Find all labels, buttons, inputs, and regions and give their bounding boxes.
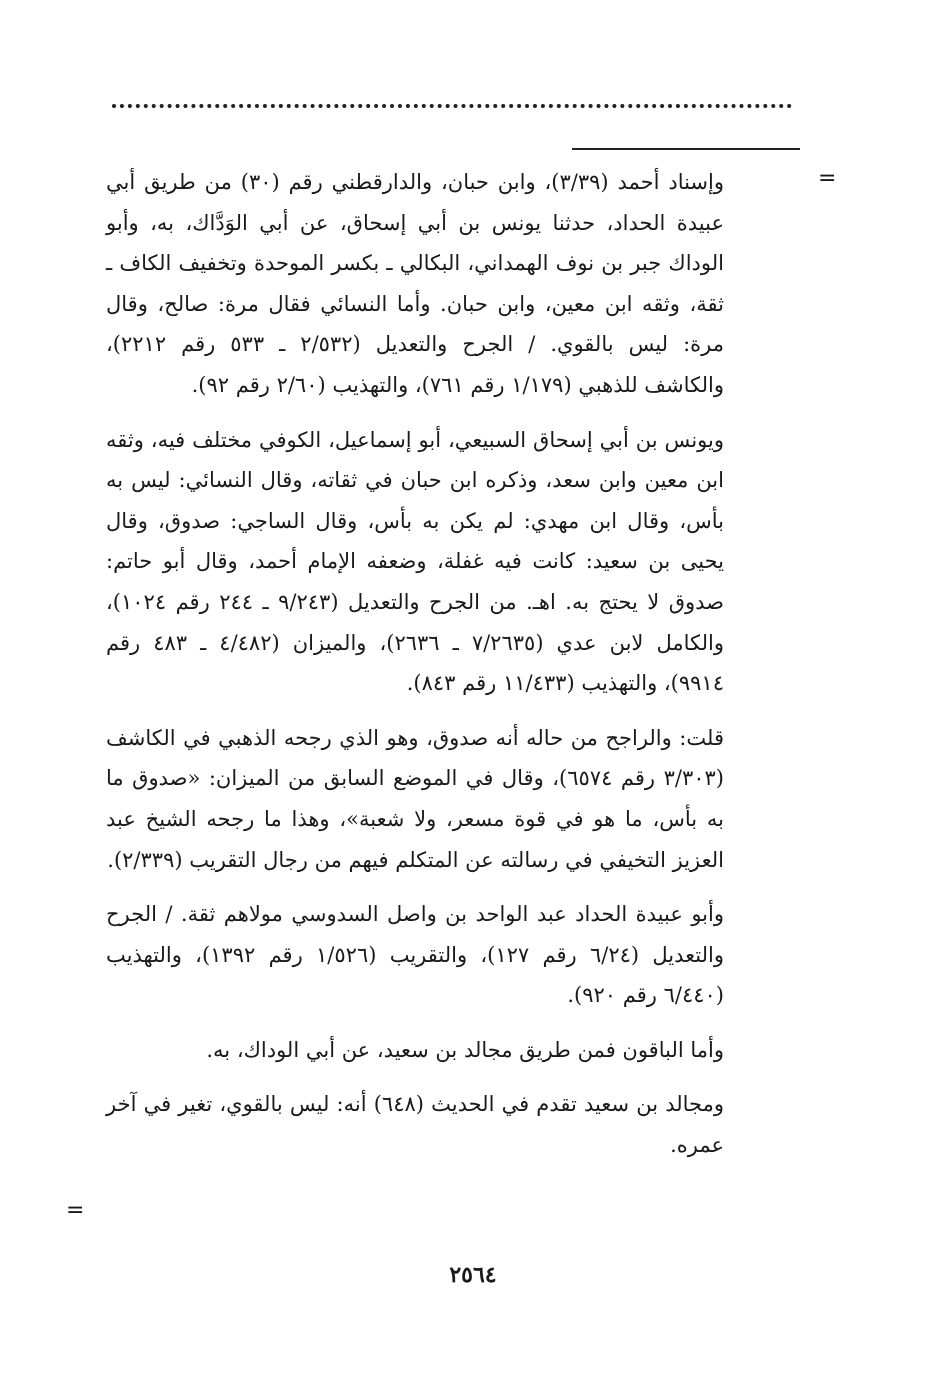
continuation-mark-bottom: = <box>66 1198 85 1223</box>
separator-dotted-line <box>112 104 792 118</box>
paragraph-mujalid: ومجالد بن سعيد تقدم في الحديث (٦٤٨) أنه: ليس بالقوي، تغير في آخر عمره. <box>106 1092 724 1158</box>
paragraph-isnad-ahmad: وإسناد أحمد (٣/٣٩)، وابن حبان، والدارقطني رقم (٣٠) من طريق أبي عبيدة الحداد، حدثنا يونس بن أبي إسحاق، عن أبي الوَدَّاك، به، وأبو الوداك جبر بن نوف الهمداني، البكالي ـ بكسر الموحدة وتخفيف الكاف ـ ثقة، وثقه ابن معين، وابن حبان. وأما النسائي فقال مرة: صالح، وقال مرة: ليس بالقوي. / الجرح والتعديل (٢/٥٣٢ ـ ٥٣٣ رقم ٢٢١٢)، والكاشف للذهبي (١/١٧٩ رقم ٧٦١)، والتهذيب (٢/٦٠ رقم ٩٢). <box>106 170 724 397</box>
paragraph-qultu: قلت: والراجح من حاله أنه صدوق، وهو الذي رجحه الذهبي في الكاشف (٣/٣٠٣ رقم ٦٥٧٤)، وقال في الموضع السابق من الميزان: «صدوق ما به بأس، ما هو في قوة مسعر، ولا شعبة»، وهذا ما رجحه الشيخ عبد العزيز التخيفي في رسالته عن المتكلم فيهم من رجال التقريب (٢/٣٣٩). <box>106 725 724 872</box>
paragraph-abu-ubayda: وأبو عبيدة الحداد عبد الواحد بن واصل السدوسي مولاهم ثقة. / الجرح والتعديل (٦/٢٤ رقم ١٢٧)، والتقريب (١/٥٢٦ رقم ١٣٩٢)، والتهذيب (٦/٤٤٠ رقم ٩٢٠). <box>106 902 724 1008</box>
paragraph-yunus: ويونس بن أبي إسحاق السبيعي، أبو إسماعيل، الكوفي مختلف فيه، وثقه ابن معين وابن سعد، وذكره ابن حبان في ثقاته، وقال النسائي: ليس به بأس، وقال ابن مهدي: لم يكن به بأس، وقال الساجي: صدوق، وقال يحيى بن سعيد: كانت فيه غفلة، وضعفه الإمام أحمد، وقال أبو حاتم: صدوق لا يحتج به. اهـ. من الجرح والتعديل (٩/٢٤٣ ـ ٢٤٤ رقم ١٠٢٤)، والكامل لابن عدي (٧/٢٦٣٥ ـ ٢٦٣٦)، والميزان (٤/٤٨٢ ـ ٤٨٣ رقم ٩٩١٤)، والتهذيب (١١/٤٣٣ رقم ٨٤٣). <box>106 427 724 696</box>
footnote-body <box>106 162 724 1180</box>
paragraph-al-baqun: وأما الباقون فمن طريق مجالد بن سعيد، عن أبي الوداك، به. <box>206 1037 724 1062</box>
continuation-mark-top: = <box>818 166 837 191</box>
page-number: ٢٥٦٤ <box>449 1262 497 1288</box>
footnote-rule <box>572 148 800 150</box>
